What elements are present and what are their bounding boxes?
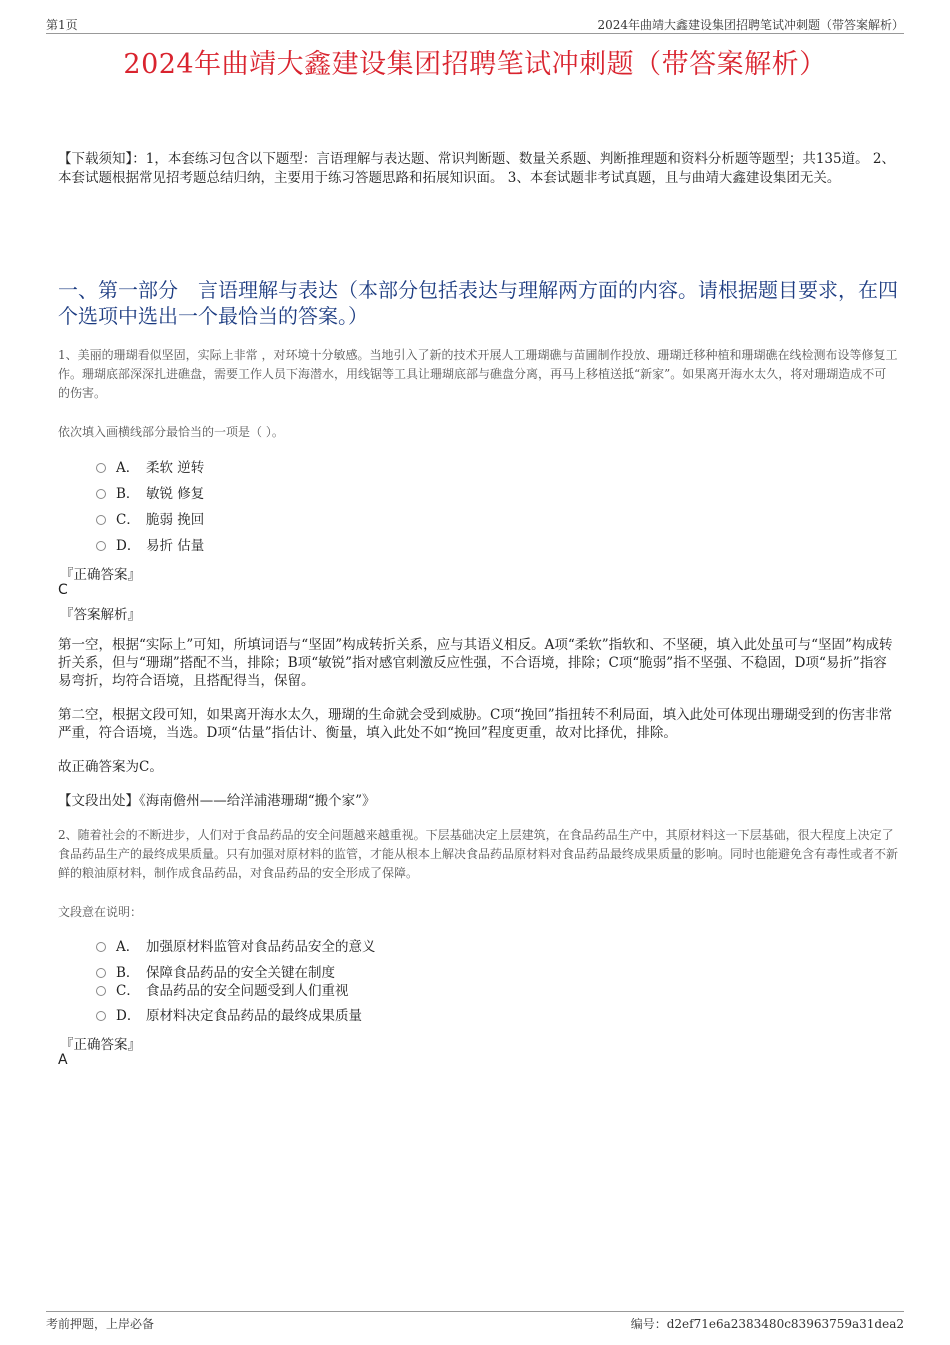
- option-text: 易折 估量: [146, 538, 205, 554]
- radio-icon[interactable]: [96, 1011, 106, 1021]
- correct-answer-value: A: [58, 1052, 68, 1068]
- option-letter: C．: [116, 512, 140, 528]
- option-letter: B．: [116, 486, 140, 502]
- document-id: 编号：d2ef71e6a2383480c83963759a31dea2: [630, 1317, 904, 1331]
- option-text: 敏锐 修复: [146, 486, 205, 502]
- document-title: 2024年曲靖大鑫建设集团招聘笔试冲刺题（带答案解析）: [123, 49, 827, 80]
- analysis-paragraph-1: 第一空，根据“实际上”可知，所填词语与“坚固”构成转折关系，应与其语义相反。A项“柔软”指软和、不坚硬，填入此处虽可与“坚固”构成转折关系，但与“珊瑚”搭配不当，排除；B项“敏锐”指对感官刺激反应性强，不合语境，排除；C项“脆弱”指不坚强、不稳固，D项“易折”指容易弯折，均符合语境，且搭配得当，保留。: [58, 637, 893, 689]
- option-text: 柔软 逆转: [146, 460, 205, 476]
- question-2-option-a[interactable]: [96, 935, 376, 955]
- radio-icon[interactable]: [96, 968, 106, 978]
- passage-source: 【文段出处】《海南儋州——给洋浦港珊瑚“搬个家”》: [58, 793, 376, 809]
- question-2-option-b[interactable]: [96, 961, 335, 981]
- answer-analysis-label: 『答案解析』: [60, 607, 141, 623]
- radio-icon[interactable]: [96, 942, 106, 952]
- option-letter: A．: [116, 939, 140, 955]
- question-1-prompt: 依次填入画横线部分最恰当的一项是（ ）。: [58, 425, 284, 439]
- footer-divider: [46, 1311, 904, 1312]
- running-header-title: 2024年曲靖大鑫建设集团招聘笔试冲刺题（带答案解析）: [597, 18, 904, 32]
- analysis-conclusion: 故正确答案为C。: [58, 759, 163, 775]
- radio-icon[interactable]: [96, 489, 106, 499]
- radio-icon[interactable]: [96, 515, 106, 525]
- download-notice: 【下载须知】：1，本套练习包含以下题型：言语理解与表达题、常识判断题、数量关系题、判断推理题和资料分析题等题型；共135道。 2、本套试题根据常见招考题总结归纳，主要用于练习答题思路和拓展知识面。 3、本套试题非考试真题，且与曲靖大鑫建设集团无关。: [58, 151, 895, 186]
- page-number: 第1页: [46, 18, 78, 32]
- question-2-option-c[interactable]: [96, 979, 349, 999]
- correct-answer-label: 『正确答案』: [60, 1037, 141, 1053]
- question-2-option-d[interactable]: [96, 1004, 362, 1024]
- radio-icon[interactable]: [96, 541, 106, 551]
- option-text: 食品药品的安全问题受到人们重视: [146, 983, 349, 999]
- question-1-text: 1、美丽的珊瑚看似坚固，实际上非常 ，对环境十分敏感。当地引入了新的技术开展人工珊瑚礁与苗圃制作投放、珊瑚迁移种植和珊瑚礁在线检测布设等修复工作。珊瑚底部深深扎进礁盘，需要工作人员下海潜水，用线锯等工具让珊瑚底部与礁盘分离，再马上移植送抵“新家”。如果离开海水太久，将对珊瑚造成不可 的伤害。: [58, 348, 898, 400]
- option-letter: D．: [116, 1008, 141, 1024]
- analysis-paragraph-2: 第二空，根据文段可知，如果离开海水太久，珊瑚的生命就会受到威胁。C项“挽回”指扭转不利局面，填入此处可体现出珊瑚受到的伤害非常严重，符合语境，当选。D项“估量”指估计、衡量，填入此处不如“挽回”程度更重，故对比择优，排除。: [58, 707, 893, 741]
- question-1-option-a[interactable]: [96, 456, 204, 476]
- radio-icon[interactable]: [96, 463, 106, 473]
- footer-slogan: 考前押题，上岸必备: [46, 1317, 155, 1331]
- question-1-option-c[interactable]: [96, 508, 204, 528]
- question-1-option-d[interactable]: [96, 534, 204, 554]
- option-letter: C．: [116, 983, 140, 999]
- correct-answer-value: C: [58, 582, 68, 598]
- option-text: 原材料决定食品药品的最终成果质量: [146, 1008, 362, 1024]
- section-heading: 一、第一部分 言语理解与表达（本部分包括表达与理解两方面的内容。请根据题目要求，在四个选项中选出一个最恰当的答案。）: [58, 278, 898, 328]
- radio-icon[interactable]: [96, 986, 106, 996]
- option-letter: B．: [116, 965, 140, 981]
- question-1-option-b[interactable]: [96, 482, 204, 502]
- correct-answer-label: 『正确答案』: [60, 567, 141, 583]
- option-text: 脆弱 挽回: [146, 512, 205, 528]
- option-text: 加强原材料监管对食品药品安全的意义: [146, 939, 376, 955]
- question-2-text: 2、随着社会的不断进步，人们对于食品药品的安全问题越来越重视。下层基础决定上层建筑，在食品药品生产中，其原材料这一下层基础，很大程度上决定了食品药品生产的最终成果质量。只有加强对原材料的监管，才能从根本上解决食品药品原材料对食品药品最终成果质量的影响。同时也能避免含有毒性或者不新鲜的粮油原材料，制作成食品药品，对食品药品的安全形成了保障。: [58, 828, 899, 880]
- option-letter: A．: [116, 460, 140, 476]
- option-letter: D．: [116, 538, 141, 554]
- header-divider: [46, 33, 904, 34]
- question-2-prompt: 文段意在说明：: [58, 905, 143, 919]
- option-text: 保障食品药品的安全关键在制度: [146, 965, 335, 981]
